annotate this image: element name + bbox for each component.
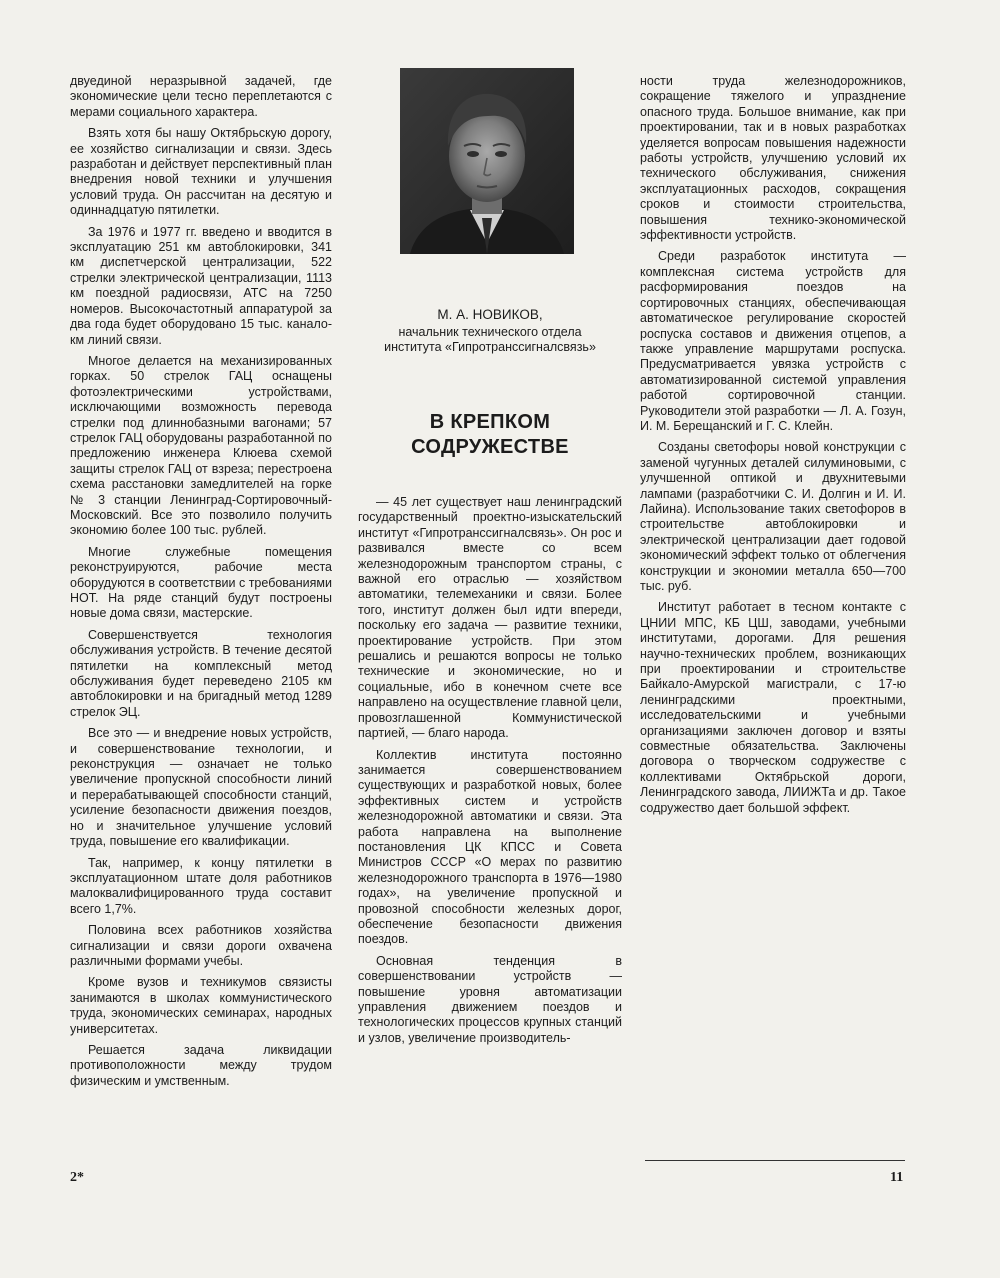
- right-text-column: [640, 74, 906, 822]
- paragraph: Все это — и внедрение новых устройств, и совершенствование технологии, и реконструкция — означает не только увеличение пропускной способности линий и перерабатывающей способности станций, усиление безопасности движения поездов, но и значительное улучшение условий труда, повышение его квалификации.: [70, 726, 332, 849]
- paragraph: Коллектив института постоянно занимается совершенствованием существующих и разработкой новых, более эффективных систем и устройств железнодорожной автоматики и связи. Эта работа направлена на выполнение постановления ЦК КПСС и Совета Министров СССР «О мерах по развитию железнодорожного транспорта в 1976—1980 годах», на увеличение пропускной и провозной способности железных дорог, обеспечение безопасности движения поездов.: [358, 747, 622, 947]
- paragraph: Так, например, к концу пятилетки в эксплуатационном штате доля работников малоквалифицированного труда составит всего 1,7%.: [70, 855, 332, 916]
- left-text-column: [70, 74, 332, 1095]
- paragraph: Кроме вузов и техникумов связисты занимаются в школах коммунистического труда, экономических семинарах, народных университетах.: [70, 975, 332, 1036]
- author-institute: института «Гипротранссигналсвязь»: [384, 340, 596, 354]
- paragraph: Многие служебные помещения реконструируются, рабочие места оборудуются в соответствии с требованиями НОТ. На ряде станций будут построены новые дома связи, мастерские.: [70, 544, 332, 621]
- author-name: М. А. НОВИКОВ,: [437, 307, 543, 322]
- paragraph: Решается задача ликвидации противоположности между трудом физическим и умственным.: [70, 1042, 332, 1088]
- photo-caption: [356, 307, 624, 356]
- paragraph: Институт работает в тесном контакте с ЦНИИ МПС, КБ ЦШ, заводами, учебными институтами, дорогами. Для решения научно-технических проблем, возникающих при проектировании и строительстве Байкало-Амурской магистрали, с 17-ю ленинградскими проектными, исследовательскими и учебными организациями заключен договор и взяты совместные обязательства. Заключены договора о творческом содружестве с коллективами Октябрьской дороги, Ленинградского завода, ЛИИЖТа и др. Такое содружество дает большой эффект.: [640, 600, 906, 815]
- paragraph: Многое делается на механизированных горках. 50 стрелок ГАЦ оснащены фотоэлектрическими устройствами, исключающими возможность перевода стрелки под длиннобазными вагонами; 57 стрелок ГАЦ оборудованы разработанной по предложению инженера Клюева схемой защиты стрелок ГАЦ от взреза; перестроена схема расстановки замедлителей на горке № 3 станции Ленинград-Сортировочный-Московский. Все это позволило получить экономию более 100 тыс. рублей.: [70, 353, 332, 538]
- author-portrait-photo: [400, 68, 574, 254]
- middle-text-column: [358, 495, 622, 1052]
- footer-divider: [645, 1160, 905, 1161]
- paragraph: Среди разработок института — комплексная система устройств для расформирования поездов на сортировочных станциях, обеспечивающая автоматическое регулирование скоростей роспуска составов и движения отцепов, а также управление маршрутами роспуска. Предусматривается увязка устройств с автоматизированной системой управления работой сортировочной станции. Руководители этой разработки — Л. А. Гозун, И. М. Берещанский и Г. С. Клейн.: [640, 249, 906, 433]
- author-position: начальник технического отдела: [398, 324, 582, 339]
- signature-mark: 2*: [70, 1170, 84, 1185]
- headline-line-1: В КРЕПКОМ: [429, 411, 551, 433]
- paragraph: Совершенствуется технология обслуживания устройств. В течение десятой пятилетки на комплексный метод обслуживания будет переведено 2105 км автоблокировки и на бригадный метод 1289 стрелок ЭЦ.: [70, 627, 332, 719]
- paragraph: Основная тенденция в совершенствовании устройств — повышение уровня автоматизации управления движением поездов и технологических процессов крупных станций и узлов, увеличение производитель-: [358, 953, 622, 1045]
- headline-line-2: СОДРУЖЕСТВЕ: [411, 436, 569, 458]
- paragraph: Взять хотя бы нашу Октябрьскую дорогу, ее хозяйство сигнализации и связи. Здесь разработан и действует перспективный план внедрения новой техники и улучшения условий труда. Он рассчитан на десятую и одиннадцатую пятилетки.: [70, 126, 332, 218]
- paragraph: Созданы светофоры новой конструкции с заменой чугунных деталей силуминовыми, с улучшенной оптикой и двухнитевыми лампами (разработчики С. И. Долгин и И. И. Лайина). Использование таких светофоров в строительстве автоблокировки и электрической централизации дает годовой экономический эффект только от облегчения конструкции и экономии металла 650—700 тыс. руб.: [640, 440, 906, 593]
- paragraph: двуединой неразрывной задачей, где экономические цели тесно переплетаются с мерами социального характера.: [70, 74, 332, 119]
- page-number: 11: [890, 1170, 904, 1185]
- article-headline: [356, 410, 624, 460]
- paragraph: — 45 лет существует наш ленинградский государственный проектно-изыскательский институт «Гипротранссигналсвязь». Он рос и развивался вместе со всем железнодорожным транспортом страны, с важной его отраслью — хозяйством автоматики, телемеханики и связи. Более того, институт должен был идти впереди, поскольку его задача — развитие техники, проектирование устройств. При этом решались и решаются вопросы не только технические и экономические, но и социальные, ибо в конечном счете все направлено на осуществление главной цели, провозглашенной Коммунистической партией, — благо народа.: [358, 495, 623, 741]
- paragraph: Половина всех работников хозяйства сигнализации и связи дороги охвачена различными формами учебы.: [70, 923, 332, 968]
- paragraph: За 1976 и 1977 гг. введено и вводится в эксплуатацию 251 км автоблокировки, 341 км диспетчерской централизации, 522 стрелки электрической централизации, 1113 км поездной радиосвязи, АТС на 7250 номеров. Высокочастотный аппаратурой за два года будет оборудовано 15 тыс. канало-км линий связи.: [70, 224, 332, 347]
- paragraph: ности труда железнодорожников, сокращение тяжелого и упразднение опасного труда. Большое внимание, как при проектировании, так и в новых разработках уделяется вопросам повышения надежности работы устройств, улучшению условий их технического обслуживания, снижения эксплуатационных расходов, сокращения сроков и стоимости строительства, повышения технико-экономической эффективности устройств.: [640, 74, 906, 243]
